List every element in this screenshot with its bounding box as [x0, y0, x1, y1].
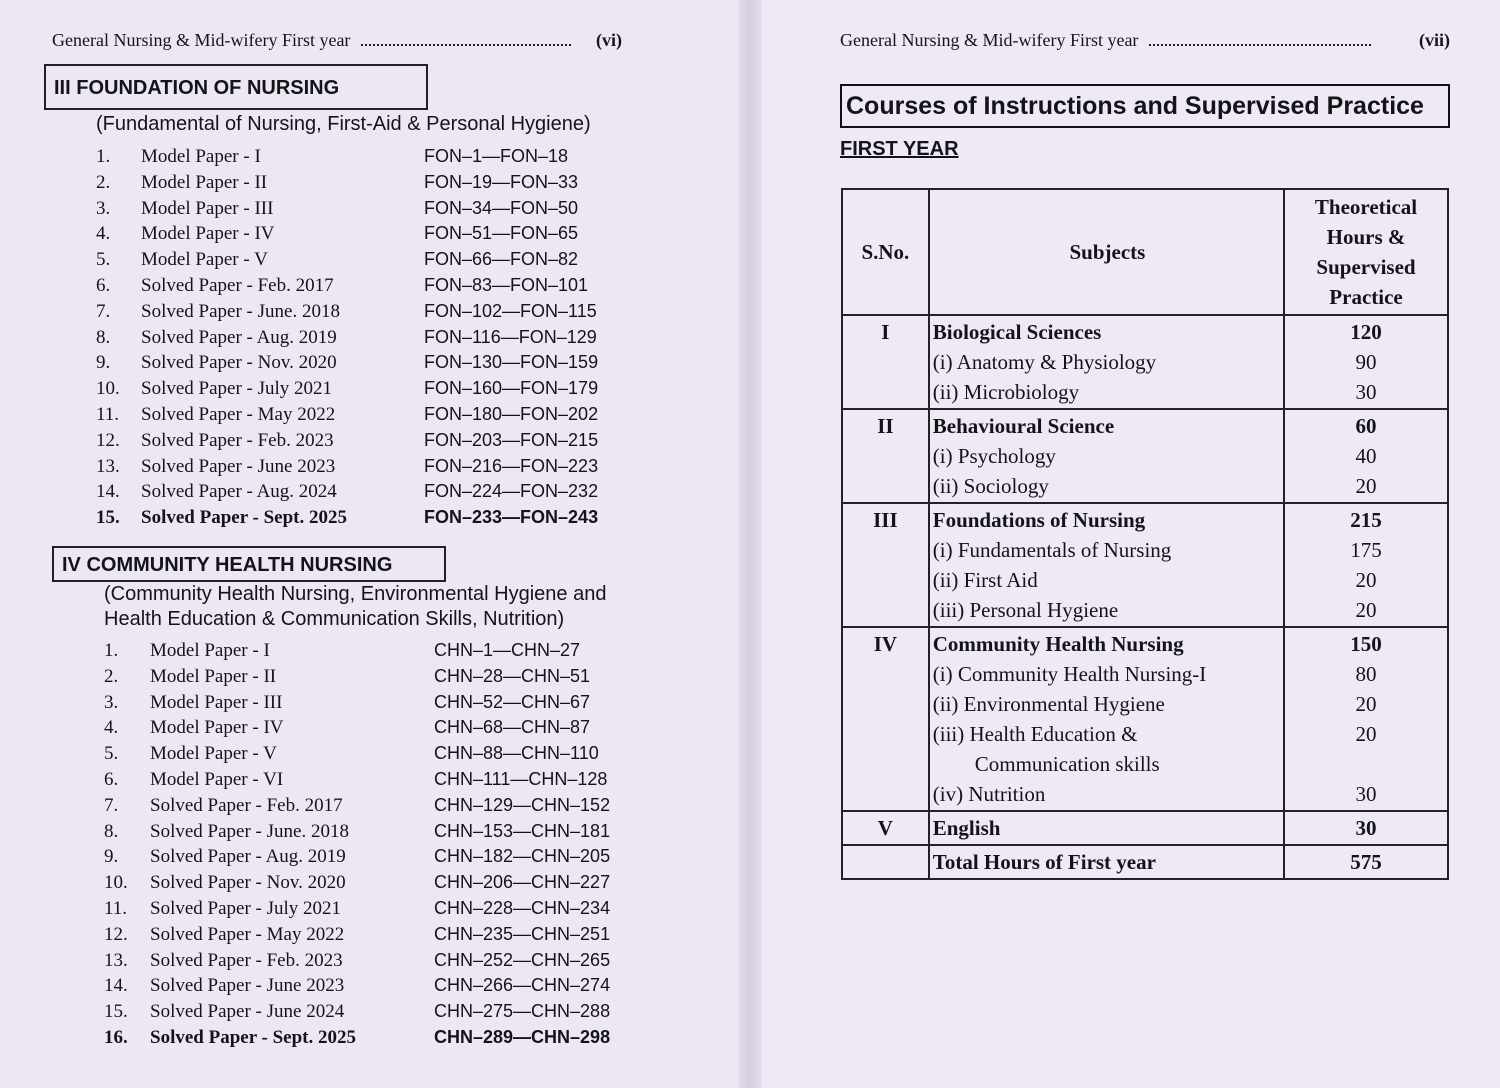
table-row — [842, 503, 1448, 627]
subject-sub: Communication skills — [974, 752, 1160, 776]
item-number: 10. — [96, 378, 120, 400]
hours-sub: 20 — [1355, 722, 1377, 746]
row-sno — [842, 409, 929, 503]
item-number: 15. — [104, 1001, 128, 1023]
toc-community-list — [104, 640, 664, 1053]
header-hours-line4: Practice — [1329, 285, 1403, 309]
total-label — [929, 845, 1284, 879]
right-running-head-text: General Nursing & Mid-wifery First year — [840, 30, 1139, 50]
hours-main: 120 — [1350, 320, 1382, 344]
list-item — [96, 172, 656, 198]
item-title: Model Paper - II — [141, 171, 268, 193]
item-page-range: CHN–252—CHN–265 — [434, 949, 611, 970]
item-title: Model Paper - I — [141, 146, 261, 167]
item-title: Model Paper - I — [150, 640, 270, 661]
english-hours — [1284, 811, 1448, 845]
row-sno-text: III — [873, 508, 898, 532]
row-sno — [842, 315, 929, 409]
item-page-range: FON–19—FON–33 — [424, 171, 579, 192]
item-page-range: CHN–88—CHN–110 — [434, 743, 599, 764]
list-item — [104, 795, 664, 821]
item-title: Solved Paper - Aug. 2019 — [150, 846, 346, 868]
item-title: Solved Paper - Feb. 2017 — [141, 274, 334, 296]
hours-main: 215 — [1350, 508, 1382, 532]
list-item — [96, 275, 656, 301]
item-number: 8. — [96, 326, 111, 348]
item-page-range: CHN–289—CHN–298 — [434, 1026, 611, 1047]
left-running-head — [52, 30, 622, 51]
item-title: Solved Paper - June 2024 — [150, 1001, 345, 1023]
hours-sub — [1286, 749, 1446, 779]
item-number: 3. — [104, 691, 119, 713]
item-page-range: CHN–235—CHN–251 — [434, 923, 611, 944]
subject-sub: (ii) Sociology — [932, 474, 1049, 498]
courses-table-body — [842, 315, 1448, 811]
english-sno-text: V — [877, 816, 893, 840]
row-subjects — [929, 409, 1284, 503]
item-title: Model Paper - II — [150, 665, 277, 687]
table-row — [842, 627, 1448, 811]
item-title: Solved Paper - June. 2018 — [141, 300, 340, 322]
item-page-range: CHN–275—CHN–288 — [434, 1001, 611, 1022]
english-hours-text: 30 — [1355, 816, 1377, 840]
item-title: Model Paper - V — [150, 743, 277, 765]
courses-title: Courses of Instructions and Supervised Practice — [840, 84, 1450, 128]
row-subjects — [929, 315, 1284, 409]
subject-main: Foundations of Nursing — [932, 508, 1146, 532]
hours-sub: 30 — [1355, 380, 1377, 404]
item-page-range: FON–224—FON–232 — [424, 481, 599, 502]
subject-sub: (ii) Microbiology — [932, 380, 1080, 404]
list-item — [104, 666, 664, 692]
header-subjects: Subjects — [929, 189, 1284, 315]
item-page-range: CHN–129—CHN–152 — [434, 794, 611, 815]
item-number: 4. — [96, 223, 111, 245]
item-number: 14. — [96, 481, 120, 503]
subject-main: Behavioural Science — [932, 414, 1115, 438]
list-item — [104, 640, 664, 666]
item-page-range: FON–66—FON–82 — [424, 249, 579, 270]
row-hours — [1284, 503, 1448, 627]
item-title: Model Paper - V — [141, 249, 268, 271]
section-heading-community: IV COMMUNITY HEALTH NURSING — [52, 546, 446, 582]
item-number: 12. — [104, 923, 128, 945]
section-subtitle-foundation: (Fundamental of Nursing, First-Aid & Personal Hygiene) — [96, 113, 591, 135]
english-subject — [929, 811, 1284, 845]
subject-sub: (ii) First Aid — [932, 568, 1038, 592]
item-page-range: FON–160—FON–179 — [424, 378, 599, 399]
item-title: Model Paper - III — [141, 197, 274, 219]
row-hours — [1284, 627, 1448, 811]
subject-sub: (i) Fundamentals of Nursing — [932, 538, 1172, 562]
list-item — [104, 1027, 664, 1053]
item-number: 9. — [104, 846, 119, 868]
item-number: 5. — [104, 743, 119, 765]
list-item — [96, 198, 656, 224]
item-title: Model Paper - III — [150, 691, 283, 713]
item-number: 3. — [96, 197, 111, 219]
english-sno — [842, 811, 929, 845]
row-sno-text: II — [877, 414, 894, 438]
header-hours-line3: Supervised — [1316, 255, 1416, 279]
item-page-range: CHN–68—CHN–87 — [434, 717, 591, 738]
section-subtitle-community-line1: (Community Health Nursing, Environmental Hygiene and — [104, 583, 607, 605]
list-item — [104, 924, 664, 950]
subject-sub: (i) Psychology — [932, 444, 1056, 468]
subject-sub: (iii) Personal Hygiene — [932, 598, 1119, 622]
item-page-range: FON–51—FON–65 — [424, 223, 579, 244]
item-number: 8. — [104, 820, 119, 842]
item-page-range: FON–130—FON–159 — [424, 352, 599, 373]
list-item — [96, 352, 656, 378]
item-number: 6. — [96, 274, 111, 296]
item-number: 7. — [104, 794, 119, 816]
hours-sub: 90 — [1355, 350, 1377, 374]
courses-table — [841, 188, 1449, 880]
item-page-range: FON–216—FON–223 — [424, 455, 599, 476]
list-item — [96, 430, 656, 456]
list-item — [104, 898, 664, 924]
item-page-range: FON–233—FON–243 — [424, 507, 599, 528]
subject-sub: (ii) Environmental Hygiene — [932, 692, 1165, 716]
item-number: 10. — [104, 872, 128, 894]
item-page-range: CHN–266—CHN–274 — [434, 975, 611, 996]
table-row — [842, 409, 1448, 503]
table-header-row — [842, 189, 1448, 315]
item-title: Model Paper - VI — [150, 768, 284, 790]
item-number: 15. — [96, 507, 120, 529]
item-title: Solved Paper - May 2022 — [141, 403, 336, 425]
item-page-range: FON–203—FON–215 — [424, 429, 599, 450]
subject-main: Community Health Nursing — [932, 632, 1184, 656]
item-title: Solved Paper - Nov. 2020 — [150, 872, 346, 894]
row-hours — [1284, 409, 1448, 503]
left-running-head-text: General Nursing & Mid-wifery First year — [52, 30, 351, 50]
hours-sub: 20 — [1355, 692, 1377, 716]
list-item — [104, 872, 664, 898]
list-item — [96, 481, 656, 507]
row-subjects — [929, 627, 1284, 811]
row-sno-text: IV — [873, 632, 898, 656]
item-number: 7. — [96, 300, 111, 322]
row-sno — [842, 503, 929, 627]
hours-sub: 80 — [1355, 662, 1377, 686]
item-title: Solved Paper - July 2021 — [141, 378, 333, 400]
item-number: 6. — [104, 768, 119, 790]
hours-main: 60 — [1355, 414, 1377, 438]
item-title: Solved Paper - Nov. 2020 — [141, 352, 337, 374]
first-year-label: FIRST YEAR — [840, 138, 959, 160]
list-item — [104, 950, 664, 976]
item-number: 4. — [104, 717, 119, 739]
right-running-head — [840, 30, 1450, 51]
list-item — [104, 692, 664, 718]
list-item — [96, 327, 656, 353]
left-page-number: (vi) — [596, 30, 622, 50]
item-title: Solved Paper - Feb. 2023 — [141, 429, 334, 451]
table-row-total — [842, 845, 1448, 879]
row-sno-text: I — [881, 320, 890, 344]
item-number: 13. — [104, 949, 128, 971]
item-number: 12. — [96, 429, 120, 451]
item-number: 11. — [104, 897, 128, 919]
list-item — [104, 717, 664, 743]
total-label-text: Total Hours of First year — [932, 850, 1156, 874]
item-number: 2. — [104, 665, 119, 687]
item-number: 1. — [104, 640, 119, 661]
right-running-head-dots — [1149, 43, 1371, 46]
hours-main: 150 — [1350, 632, 1382, 656]
hours-sub: 175 — [1350, 538, 1382, 562]
section-heading-foundation: III FOUNDATION OF NURSING — [44, 64, 428, 110]
header-hours-line1: Theoretical — [1314, 195, 1418, 219]
subject-sub: (i) Anatomy & Physiology — [932, 350, 1157, 374]
total-hours — [1284, 845, 1448, 879]
row-sno — [842, 627, 929, 811]
item-number: 9. — [96, 352, 111, 374]
book-gutter — [738, 0, 762, 1088]
subject-main: Biological Sciences — [932, 320, 1102, 344]
item-title: Solved Paper - June. 2018 — [150, 820, 349, 842]
item-page-range: FON–102—FON–115 — [424, 300, 597, 321]
total-sno — [842, 845, 929, 879]
item-title: Solved Paper - Sept. 2025 — [150, 1026, 357, 1048]
item-title: Solved Paper - June 2023 — [141, 455, 336, 477]
item-page-range: CHN–111—CHN–128 — [434, 768, 608, 789]
list-item — [104, 743, 664, 769]
item-page-range: CHN–206—CHN–227 — [434, 872, 611, 893]
table-row — [842, 315, 1448, 409]
item-title: Solved Paper - June 2023 — [150, 975, 345, 997]
list-item — [96, 404, 656, 430]
row-hours — [1284, 315, 1448, 409]
item-page-range: CHN–52—CHN–67 — [434, 691, 591, 712]
list-item — [104, 769, 664, 795]
item-number: 2. — [96, 171, 111, 193]
item-title: Model Paper - IV — [141, 223, 275, 245]
item-page-range: FON–34—FON–50 — [424, 197, 579, 218]
list-item — [104, 821, 664, 847]
header-hours-line2: Hours & — [1326, 225, 1406, 249]
table-row-english — [842, 811, 1448, 845]
section-subtitle-community-line2: Health Education & Communication Skills, Nutrition) — [104, 608, 565, 630]
item-title: Solved Paper - Feb. 2017 — [150, 794, 343, 816]
row-subjects — [929, 503, 1284, 627]
hours-sub: 20 — [1355, 568, 1377, 592]
item-page-range: FON–116—FON–129 — [424, 326, 597, 347]
item-page-range: CHN–182—CHN–205 — [434, 846, 611, 867]
section-subtitle-community — [104, 582, 606, 632]
item-title: Solved Paper - Aug. 2019 — [141, 326, 337, 348]
header-sno: S.No. — [842, 189, 929, 315]
item-number: 5. — [96, 249, 111, 271]
list-item — [96, 378, 656, 404]
item-number: 14. — [104, 975, 128, 997]
item-title: Solved Paper - Sept. 2025 — [141, 507, 348, 529]
list-item — [104, 975, 664, 1001]
item-page-range: FON–1—FON–18 — [424, 146, 569, 166]
item-page-range: FON–83—FON–101 — [424, 274, 589, 295]
toc-foundation-list — [96, 146, 656, 533]
item-number: 13. — [96, 455, 120, 477]
hours-sub: 40 — [1355, 444, 1377, 468]
header-hours — [1284, 189, 1448, 315]
hours-sub: 20 — [1355, 474, 1377, 498]
total-hours-text: 575 — [1350, 850, 1382, 874]
left-running-head-dots — [361, 43, 571, 46]
list-item — [104, 846, 664, 872]
item-title: Model Paper - IV — [150, 717, 284, 739]
list-item — [96, 301, 656, 327]
item-page-range: CHN–228—CHN–234 — [434, 897, 611, 918]
item-number: 11. — [96, 403, 120, 425]
list-item — [96, 223, 656, 249]
subject-sub: (iv) Nutrition — [932, 782, 1046, 806]
list-item — [104, 1001, 664, 1027]
list-item — [96, 507, 656, 533]
hours-sub: 20 — [1355, 598, 1377, 622]
item-title: Solved Paper - Aug. 2024 — [141, 481, 337, 503]
subject-sub: (iii) Health Education & — [932, 722, 1138, 746]
list-item — [96, 249, 656, 275]
hours-sub: 30 — [1355, 782, 1377, 806]
item-page-range: CHN–28—CHN–51 — [434, 665, 591, 686]
item-page-range: CHN–1—CHN–27 — [434, 640, 581, 660]
item-title: Solved Paper - Feb. 2023 — [150, 949, 343, 971]
list-item — [96, 456, 656, 482]
subject-sub: (i) Community Health Nursing-I — [932, 662, 1207, 686]
item-page-range: CHN–153—CHN–181 — [434, 820, 611, 841]
english-subject-text: English — [932, 816, 1001, 840]
item-number: 1. — [96, 146, 111, 167]
item-title: Solved Paper - May 2022 — [150, 923, 345, 945]
item-number: 16. — [104, 1026, 128, 1048]
right-page-number: (vii) — [1419, 30, 1450, 50]
list-item — [96, 146, 656, 172]
item-page-range: FON–180—FON–202 — [424, 403, 599, 424]
item-title: Solved Paper - July 2021 — [150, 897, 342, 919]
